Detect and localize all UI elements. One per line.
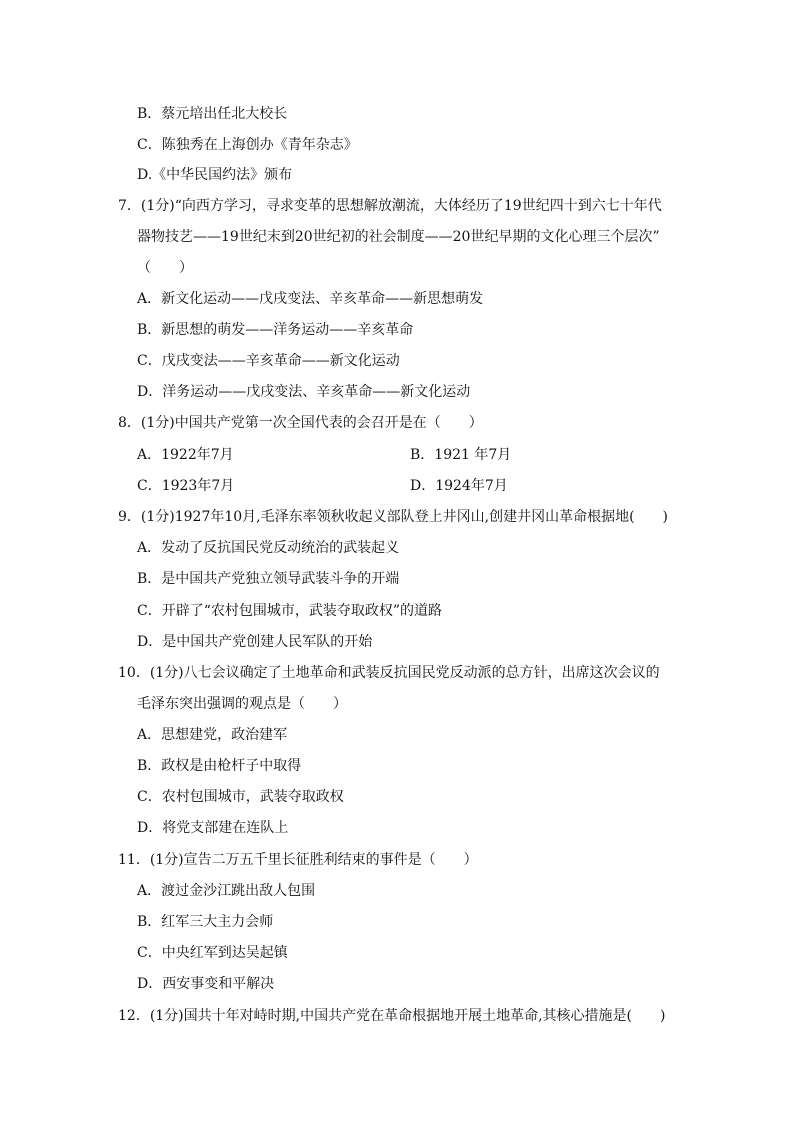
- q10-option-c: C．农村包围城市，武装夺取政权: [137, 789, 344, 805]
- q11-option-b: B．红军三大主力会师: [137, 914, 274, 930]
- q7-option-c: C．戊戌变法——辛亥革命——新文化运动: [137, 353, 400, 369]
- q10-stem-line-1: 10．(1分)八七会议确定了土地革命和武装反抗国民党反动派的总方针，出席这次会议的: [118, 665, 660, 681]
- q11-option-d: D．西安事变和平解决: [137, 976, 275, 992]
- q6-option-d: D.《中华民国约法》颁布: [137, 167, 293, 183]
- q9-option-b: B．是中国共产党独立领导武装斗争的开端: [137, 571, 400, 587]
- q9-stem: 9．(1分)1927年10月,毛泽东率领秋收起义部队登上井冈山,创建井冈山革命根据地( ): [118, 509, 669, 525]
- q8-option-a: A．1922年7月: [137, 447, 234, 463]
- q7-option-b: B．新思想的萌发——洋务运动——辛亥革命: [137, 322, 414, 338]
- q7-option-a: A．新文化运动——戊戌变法、辛亥革命——新思想萌发: [137, 291, 484, 307]
- q9-option-d: D．是中国共产党创建人民军队的开始: [137, 634, 373, 650]
- q7-stem-line-3: （ ）: [137, 260, 193, 276]
- q12-stem: 12．(1分)国共十年对峙时期,中国共产党在革命根据地开展土地革命,其核心措施是( ): [118, 1008, 666, 1024]
- q8-option-b: B．1921 年7月: [410, 447, 512, 463]
- q8-stem: 8．(1分)中国共产党第一次全国代表的会召开是在（ ）: [118, 415, 483, 431]
- q10-option-d: D．将党支部建在连队上: [137, 820, 289, 836]
- q7-stem-line-2: 器物技艺——19世纪末到20世纪初的社会制度——20世纪早期的文化心理三个层次”: [137, 229, 660, 245]
- q9-option-c: C．开辟了“农村包围城市，武装夺取政权”的道路: [137, 603, 443, 619]
- q10-option-a: A．思想建党，政治建军: [137, 727, 288, 743]
- q9-option-a: A．发动了反抗国民党反动统治的武装起义: [137, 540, 400, 556]
- q8-option-d: D．1924年7月: [410, 478, 508, 494]
- q10-stem-line-2: 毛泽东突出强调的观点是（ ）: [137, 696, 347, 712]
- q7-stem-line-1: 7．(1分)“向西方学习，寻求变革的思想解放潮流，大体经历了19世纪四十到六七十年代: [118, 198, 662, 214]
- q10-option-b: B．政权是由枪杆子中取得: [137, 758, 302, 774]
- q8-option-c: C．1923年7月: [137, 478, 235, 494]
- q6-option-c: C．陈独秀在上海创办《青年杂志》: [137, 137, 358, 153]
- q11-stem: 11．(1分)宣告二万五千里长征胜利结束的事件是（ ）: [118, 852, 478, 868]
- q11-option-a: A．渡过金沙江跳出敌人包围: [137, 883, 316, 899]
- q6-option-b: B．蔡元培出任北大校长: [137, 106, 288, 122]
- q7-option-d: D．洋务运动——戊戌变法、辛亥革命——新文化运动: [137, 384, 471, 400]
- q11-option-c: C．中央红军到达吴起镇: [137, 945, 288, 961]
